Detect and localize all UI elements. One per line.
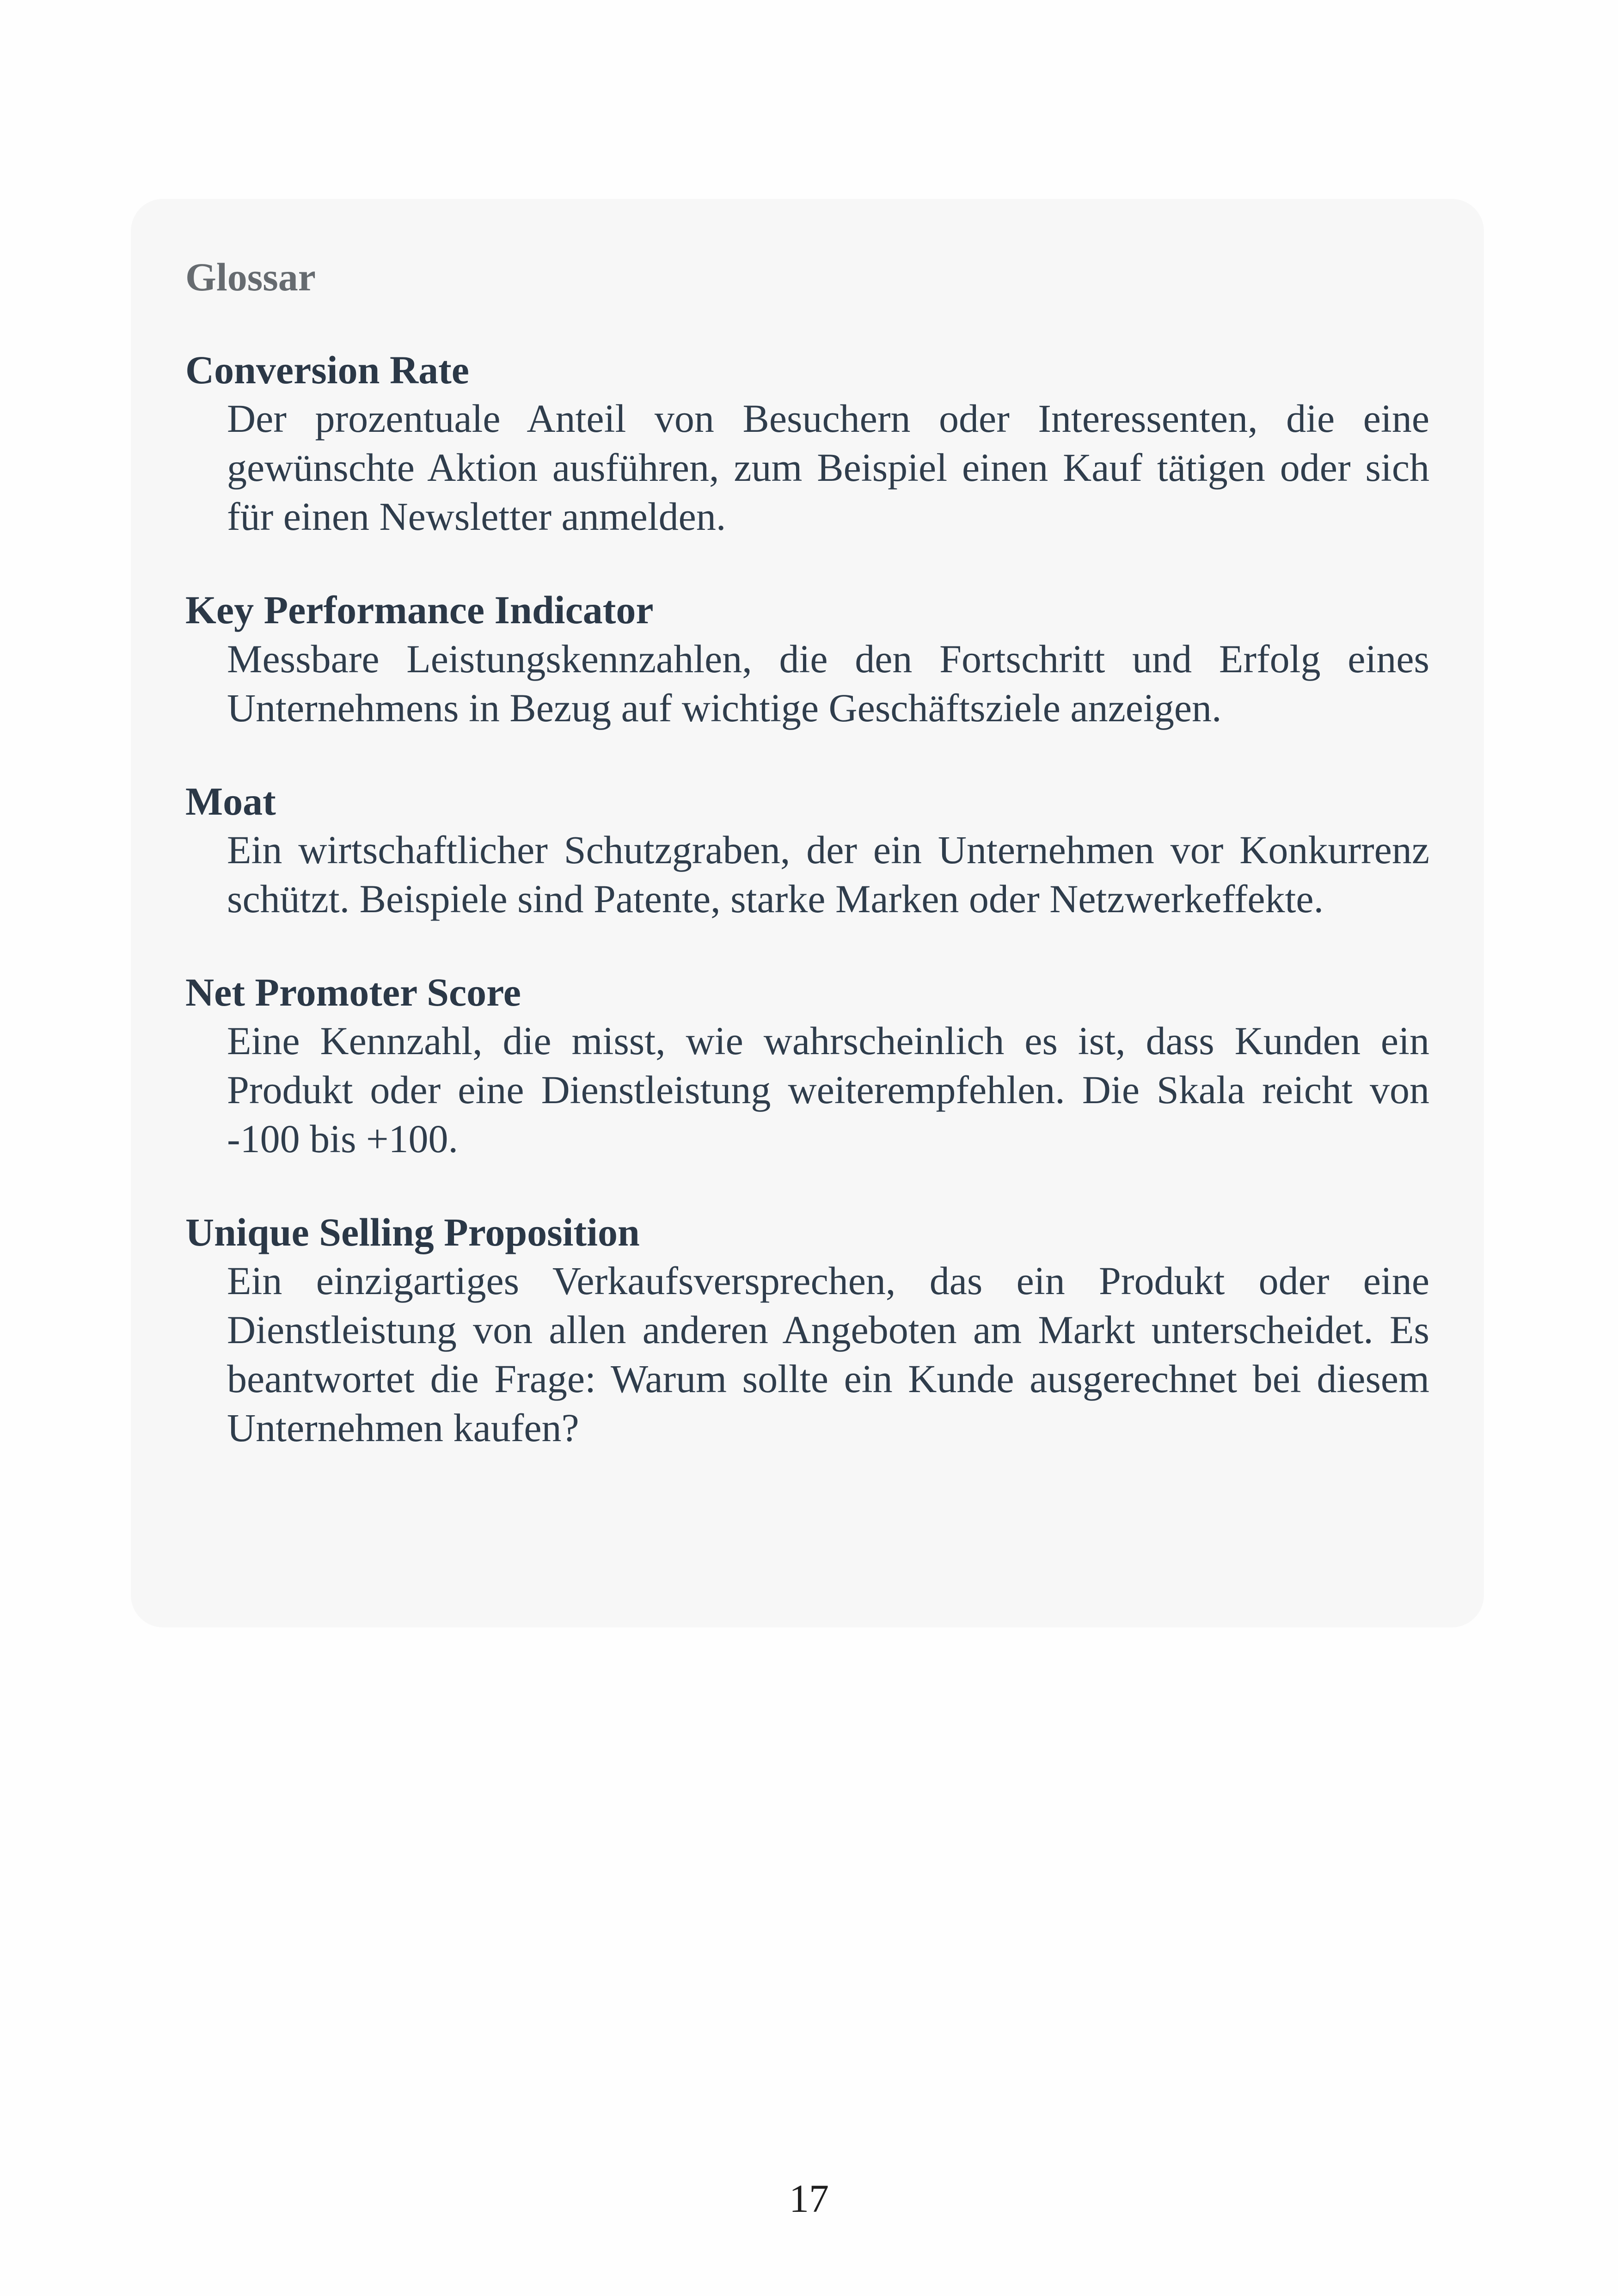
glossary-heading: Glossar (185, 255, 316, 299)
glossary-term: Unique Selling Proposition (185, 1209, 640, 1254)
glossary-definition: Ein einzigartiges Verkaufsversprechen, das ein Produkt oder eine Dienstleistung von allen anderen Angeboten am Markt unterscheidet. Es beantwortet die Frage: Warum sollte ein Kunde ausgerechnet bei diesem Unternehmen kaufen? (227, 1259, 1429, 1450)
page-number: 17 (789, 2176, 829, 2221)
glossary-term: Moat (185, 779, 276, 823)
glossary-definition: Ein wirtschaftlicher Schutzgraben, der ein Unternehmen vor Konkurrenz schützt. Beispiele sind Patente, starke Marken oder Netzwerkeffekte. (227, 827, 1429, 921)
glossary-entry (185, 586, 1429, 732)
glossary-definition: Messbare Leistungskennzahlen, die den Fortschritt und Erfolg eines Unternehmens in Bezug auf wichtige Geschäftsziele anzeigen. (227, 636, 1429, 730)
glossary-term: Conversion Rate (185, 348, 469, 393)
glossary-term: Net Promoter Score (185, 970, 521, 1014)
glossary-entry (185, 778, 1429, 923)
glossary-box (131, 199, 1484, 1627)
glossary-definition: Eine Kennzahl, die misst, wie wahrscheinlich es ist, dass Kunden ein Produkt oder eine Dienstleistung weiterempfehlen. Die Skala reicht von -100 bis +100. (227, 1018, 1429, 1161)
glossary-entry (185, 969, 1429, 1163)
glossary-term: Key Performance Indicator (185, 588, 654, 632)
glossary-entry (185, 1209, 1429, 1452)
glossary-entry (185, 346, 1429, 541)
glossary-definition: Der prozentuale Anteil von Besuchern oder Interessenten, die eine gewünschte Aktion ausführen, zum Beispiel einen Kauf tätigen oder sich für einen Newsletter anmelden. (227, 396, 1429, 539)
